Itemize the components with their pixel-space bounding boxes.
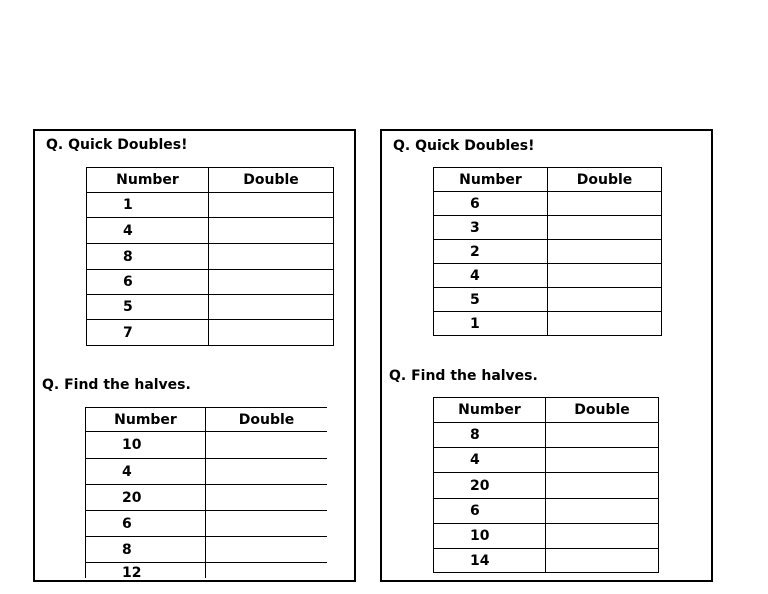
table-row — [87, 295, 334, 320]
column-header-number: Number — [87, 168, 209, 193]
answer-cell[interactable] — [546, 423, 659, 448]
worksheet-card-right — [380, 129, 713, 582]
doubles-table — [86, 167, 334, 346]
table-row — [434, 264, 662, 288]
number-cell: 14 — [434, 549, 546, 573]
table-row — [434, 423, 659, 448]
table-row — [86, 459, 328, 485]
table-row — [87, 218, 334, 244]
halves-heading: Q. Find the halves. — [42, 377, 191, 393]
halves-table — [433, 397, 659, 573]
number-cell: 6 — [87, 270, 209, 295]
answer-cell[interactable] — [548, 192, 662, 216]
column-header-number: Number — [434, 398, 546, 423]
answer-cell[interactable] — [546, 499, 659, 524]
column-header-double: Double — [206, 408, 328, 432]
worksheet-card-left — [33, 129, 356, 582]
halves-table — [85, 407, 327, 578]
table-row — [434, 288, 662, 312]
answer-cell[interactable] — [206, 563, 328, 579]
number-cell: 6 — [86, 511, 206, 537]
table-row — [87, 244, 334, 270]
table-row — [86, 537, 328, 563]
answer-cell[interactable] — [548, 312, 662, 336]
number-cell: 8 — [434, 423, 546, 448]
table-row — [434, 312, 662, 336]
answer-cell[interactable] — [209, 193, 334, 218]
table-row — [86, 511, 328, 537]
number-cell: 4 — [434, 448, 546, 473]
table-row — [87, 270, 334, 295]
halves-heading: Q. Find the halves. — [389, 368, 538, 384]
answer-cell[interactable] — [546, 549, 659, 573]
number-cell: 1 — [87, 193, 209, 218]
column-header-double: Double — [548, 168, 662, 192]
answer-cell[interactable] — [209, 295, 334, 320]
number-cell: 6 — [434, 192, 548, 216]
doubles-table — [433, 167, 662, 336]
table-header-row — [87, 168, 334, 193]
table-row — [86, 563, 328, 579]
answer-cell[interactable] — [548, 288, 662, 312]
table-row — [434, 240, 662, 264]
table-row — [86, 432, 328, 459]
doubles-heading: Q. Quick Doubles! — [46, 137, 188, 153]
number-cell: 3 — [434, 216, 548, 240]
number-cell: 8 — [86, 537, 206, 563]
table-header-row — [86, 408, 328, 432]
answer-cell[interactable] — [548, 240, 662, 264]
number-cell: 10 — [86, 432, 206, 459]
column-header-double: Double — [546, 398, 659, 423]
halves-table-clip — [85, 407, 327, 578]
answer-cell[interactable] — [206, 511, 328, 537]
answer-cell[interactable] — [209, 218, 334, 244]
number-cell: 6 — [434, 499, 546, 524]
answer-cell[interactable] — [206, 459, 328, 485]
number-cell: 8 — [87, 244, 209, 270]
table-row — [434, 192, 662, 216]
number-cell: 20 — [86, 485, 206, 511]
table-row — [434, 216, 662, 240]
number-cell: 4 — [87, 218, 209, 244]
answer-cell[interactable] — [206, 537, 328, 563]
table-row — [434, 499, 659, 524]
column-header-number: Number — [86, 408, 206, 432]
table-row — [434, 448, 659, 473]
number-cell: 7 — [87, 320, 209, 346]
table-row — [434, 524, 659, 549]
answer-cell[interactable] — [209, 320, 334, 346]
answer-cell[interactable] — [546, 473, 659, 499]
number-cell: 1 — [434, 312, 548, 336]
answer-cell[interactable] — [548, 264, 662, 288]
answer-cell[interactable] — [206, 485, 328, 511]
answer-cell[interactable] — [209, 270, 334, 295]
number-cell: 5 — [87, 295, 209, 320]
table-header-row — [434, 168, 662, 192]
answer-cell[interactable] — [206, 432, 328, 459]
doubles-heading: Q. Quick Doubles! — [393, 138, 535, 154]
table-row — [86, 485, 328, 511]
table-row — [434, 473, 659, 499]
table-row — [87, 193, 334, 218]
table-row — [434, 549, 659, 573]
number-cell: 4 — [434, 264, 548, 288]
table-row — [87, 320, 334, 346]
number-cell: 12 — [86, 563, 206, 579]
number-cell: 5 — [434, 288, 548, 312]
number-cell: 10 — [434, 524, 546, 549]
column-header-number: Number — [434, 168, 548, 192]
number-cell: 20 — [434, 473, 546, 499]
table-header-row — [434, 398, 659, 423]
answer-cell[interactable] — [546, 448, 659, 473]
answer-cell[interactable] — [548, 216, 662, 240]
number-cell: 4 — [86, 459, 206, 485]
answer-cell[interactable] — [546, 524, 659, 549]
column-header-double: Double — [209, 168, 334, 193]
answer-cell[interactable] — [209, 244, 334, 270]
number-cell: 2 — [434, 240, 548, 264]
